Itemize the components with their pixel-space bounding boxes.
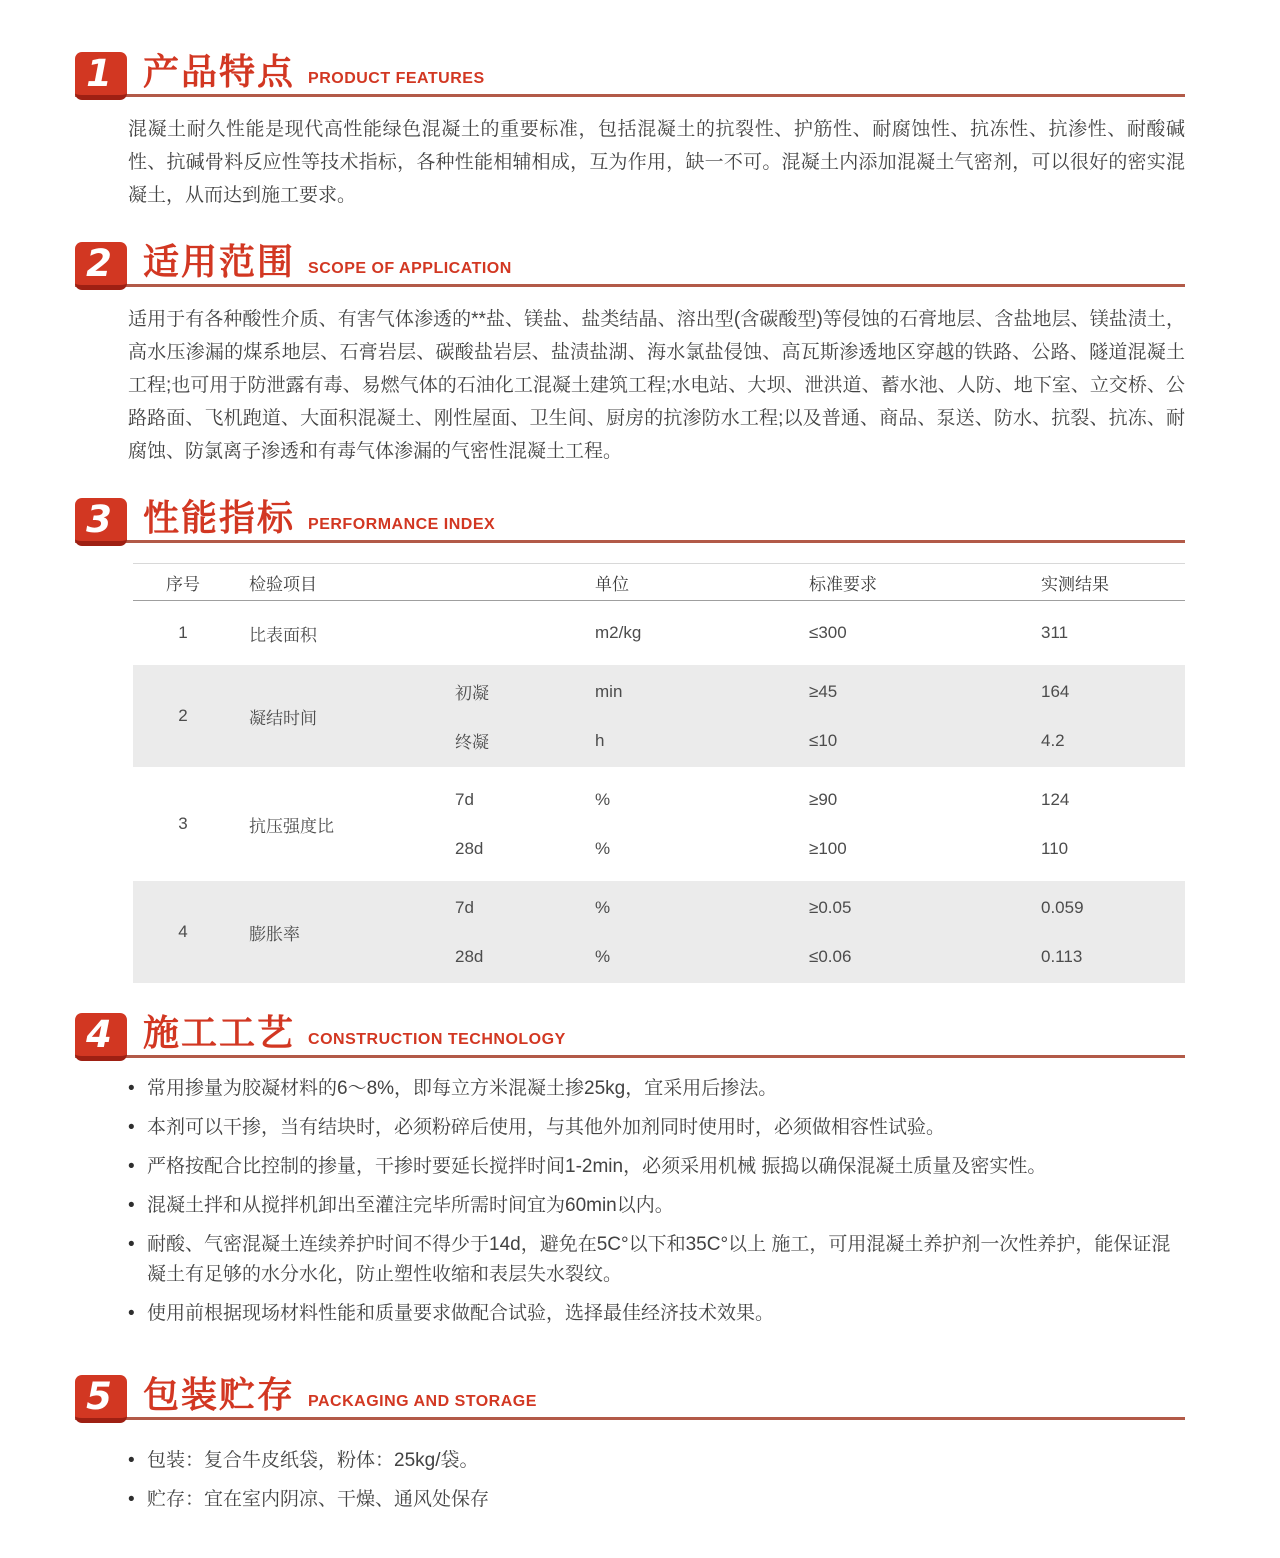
cell-sub: 7d bbox=[455, 897, 474, 917]
table-row bbox=[133, 607, 1185, 659]
cell-measured: 0.059 bbox=[1041, 897, 1084, 917]
cell-no: 4 bbox=[178, 922, 188, 941]
cell-sub: 28d bbox=[455, 946, 484, 966]
section-number: 1 bbox=[86, 52, 112, 95]
bullet-item: • 贮存：宜在室内阴凉、干燥、通风处保存 bbox=[128, 1485, 1185, 1515]
section-title-en: SCOPE OF APPLICATION bbox=[308, 260, 512, 277]
packaging-bullet-list bbox=[128, 1446, 1185, 1515]
section-title-zh: 产品特点 bbox=[143, 51, 296, 92]
col-header-unit: 单位 bbox=[595, 574, 629, 594]
section-number-badge bbox=[75, 242, 127, 290]
cell-standard: ≤0.06 bbox=[809, 946, 852, 966]
table-row bbox=[133, 881, 1185, 983]
cell-measured: 124 bbox=[1041, 789, 1070, 809]
section-number-badge bbox=[75, 52, 127, 100]
cell-standard: ≥90 bbox=[809, 789, 838, 809]
col-header-measured: 实测结果 bbox=[1041, 574, 1109, 594]
section-header bbox=[75, 46, 1185, 97]
cell-item: 膨胀率 bbox=[249, 924, 300, 944]
bullet-item: • 本剂可以干掺，当有结块时，必须粉碎后使用，与其他外加剂同时使用时，必须做相容性试验。 bbox=[128, 1113, 1185, 1143]
cell-measured: 110 bbox=[1041, 838, 1069, 858]
cell-unit: % bbox=[595, 789, 611, 809]
cell-no: 3 bbox=[178, 814, 188, 833]
cell-no: 2 bbox=[178, 706, 188, 725]
bullet-item: • 常用掺量为胶凝材料的6～8%，即每立方米混凝土掺25kg，宜采用后掺法。 bbox=[128, 1074, 1185, 1104]
cell-measured: 164 bbox=[1041, 681, 1070, 701]
cell-sub: 终凝 bbox=[455, 733, 489, 752]
bullet-item: • 混凝土拌和从搅拌机卸出至灌注完毕所需时间宜为60min以内。 bbox=[128, 1191, 1185, 1221]
bullet-item: • 包装：复合牛皮纸袋，粉体：25kg/袋。 bbox=[128, 1446, 1185, 1476]
section-number: 5 bbox=[86, 1375, 112, 1418]
table-header-row bbox=[133, 563, 1185, 601]
section-packaging-storage bbox=[75, 1369, 1185, 1515]
cell-measured: 0.113 bbox=[1041, 946, 1083, 966]
section-number-badge bbox=[75, 1013, 127, 1061]
section-title-zh: 性能指标 bbox=[143, 497, 296, 538]
section-title-zh: 施工工艺 bbox=[143, 1012, 296, 1053]
scope-paragraph: 适用于有各种酸性介质、有害气体渗透的**盐、镁盐、盐类结晶、溶出型(含碳酸型)等侵蚀的石膏地层、含盐地层、镁盐渍土，高水压渗漏的煤系地层、石膏岩层、碳酸盐岩层、盐渍盐湖、海水氯盐侵蚀、高瓦斯渗透地区穿越的铁路、公路、隧道混凝土工程;也可用于防泄露有毒、易燃气体的石油化工混凝土建筑工程;水电站、大坝、泄洪道、蓄水池、人防、地下室、立交桥、公路路面、飞机跑道、大面积混凝土、刚性屋面、卫生间、厨房的抗渗防水工程;以及普通、商品、泵送、防水、抗裂、抗冻、耐腐蚀、防氯离子渗透和有毒气体渗漏的气密性混凝土工程。 bbox=[128, 309, 1185, 462]
section-header bbox=[75, 1369, 1185, 1420]
cell-measured: 311 bbox=[1041, 623, 1069, 642]
cell-unit: min bbox=[595, 681, 623, 701]
cell-unit: % bbox=[595, 946, 611, 966]
col-header-item: 检验项目 bbox=[249, 574, 317, 594]
section-title-en: PERFORMANCE INDEX bbox=[308, 516, 496, 533]
cell-item: 比表面积 bbox=[249, 625, 317, 645]
section-number-badge bbox=[75, 498, 127, 546]
performance-table bbox=[133, 563, 1185, 983]
cell-sub: 7d bbox=[455, 789, 474, 809]
table-row bbox=[133, 773, 1185, 875]
section-body bbox=[75, 113, 1185, 212]
section-title-zh: 适用范围 bbox=[143, 241, 296, 282]
cell-item: 凝结时间 bbox=[249, 708, 317, 728]
table-row bbox=[133, 665, 1185, 767]
section-title-zh: 包装贮存 bbox=[143, 1374, 296, 1415]
bullet-item: • 严格按配合比控制的掺量，干掺时要延长搅拌时间1-2min，必须采用机械 振捣以确保混凝土质量及密实性。 bbox=[128, 1152, 1185, 1182]
features-paragraph: 混凝土耐久性能是现代高性能绿色混凝土的重要标准，包括混凝土的抗裂性、护筋性、耐腐蚀性、抗冻性、抗渗性、耐酸碱性、抗碱骨料反应性等技术指标，各种性能相辅相成，互为作用，缺一不可。混凝土内添加混凝土气密剂，可以很好的密实混凝土，从而达到施工要求。 bbox=[128, 119, 1185, 206]
bullet-item: • 使用前根据现场材料性能和质量要求做配合试验，选择最佳经济技术效果。 bbox=[128, 1299, 1185, 1329]
cell-standard: ≤10 bbox=[809, 730, 838, 750]
cell-no: 1 bbox=[178, 623, 188, 642]
construction-bullet-list bbox=[128, 1074, 1185, 1329]
cell-measured: 4.2 bbox=[1041, 730, 1065, 750]
section-body bbox=[75, 1074, 1185, 1329]
section-header bbox=[75, 492, 1185, 543]
col-header-no: 序号 bbox=[166, 574, 200, 594]
cell-sub: 初凝 bbox=[455, 684, 489, 703]
section-title-en: CONSTRUCTION TECHNOLOGY bbox=[308, 1031, 566, 1048]
cell-standard: ≥45 bbox=[809, 681, 838, 701]
section-header bbox=[75, 1007, 1185, 1058]
section-body bbox=[75, 303, 1185, 468]
bullet-item: • 耐酸、气密混凝土连续养护时间不得少于14d，避免在5C°以下和35C°以上 施工，可用混凝土养护剂一次性养护，能保证混凝土有足够的水分水化，防止塑性收缩和表层失水裂纹。 bbox=[128, 1230, 1185, 1290]
section-number: 2 bbox=[86, 242, 112, 285]
section-body bbox=[75, 1446, 1185, 1515]
section-title-en: PACKAGING AND STORAGE bbox=[308, 1393, 537, 1410]
section-construction-technology bbox=[75, 1007, 1185, 1329]
cell-unit: % bbox=[595, 897, 611, 917]
cell-standard: ≤300 bbox=[809, 623, 847, 642]
section-number-badge bbox=[75, 1375, 127, 1423]
cell-sub: 28d bbox=[455, 838, 484, 858]
col-header-standard: 标准要求 bbox=[809, 574, 877, 594]
section-number: 3 bbox=[86, 498, 112, 541]
cell-unit: m2/kg bbox=[595, 623, 642, 642]
cell-item: 抗压强度比 bbox=[249, 816, 334, 836]
section-header bbox=[75, 236, 1185, 287]
cell-standard: ≥100 bbox=[809, 838, 847, 858]
section-number: 4 bbox=[86, 1013, 112, 1056]
section-product-features bbox=[75, 46, 1185, 212]
section-scope-of-application bbox=[75, 236, 1185, 468]
section-performance-index bbox=[75, 492, 1185, 983]
cell-standard: ≥0.05 bbox=[809, 897, 852, 917]
cell-unit: % bbox=[595, 838, 611, 858]
cell-unit: h bbox=[595, 730, 605, 750]
section-title-en: PRODUCT FEATURES bbox=[308, 70, 485, 87]
